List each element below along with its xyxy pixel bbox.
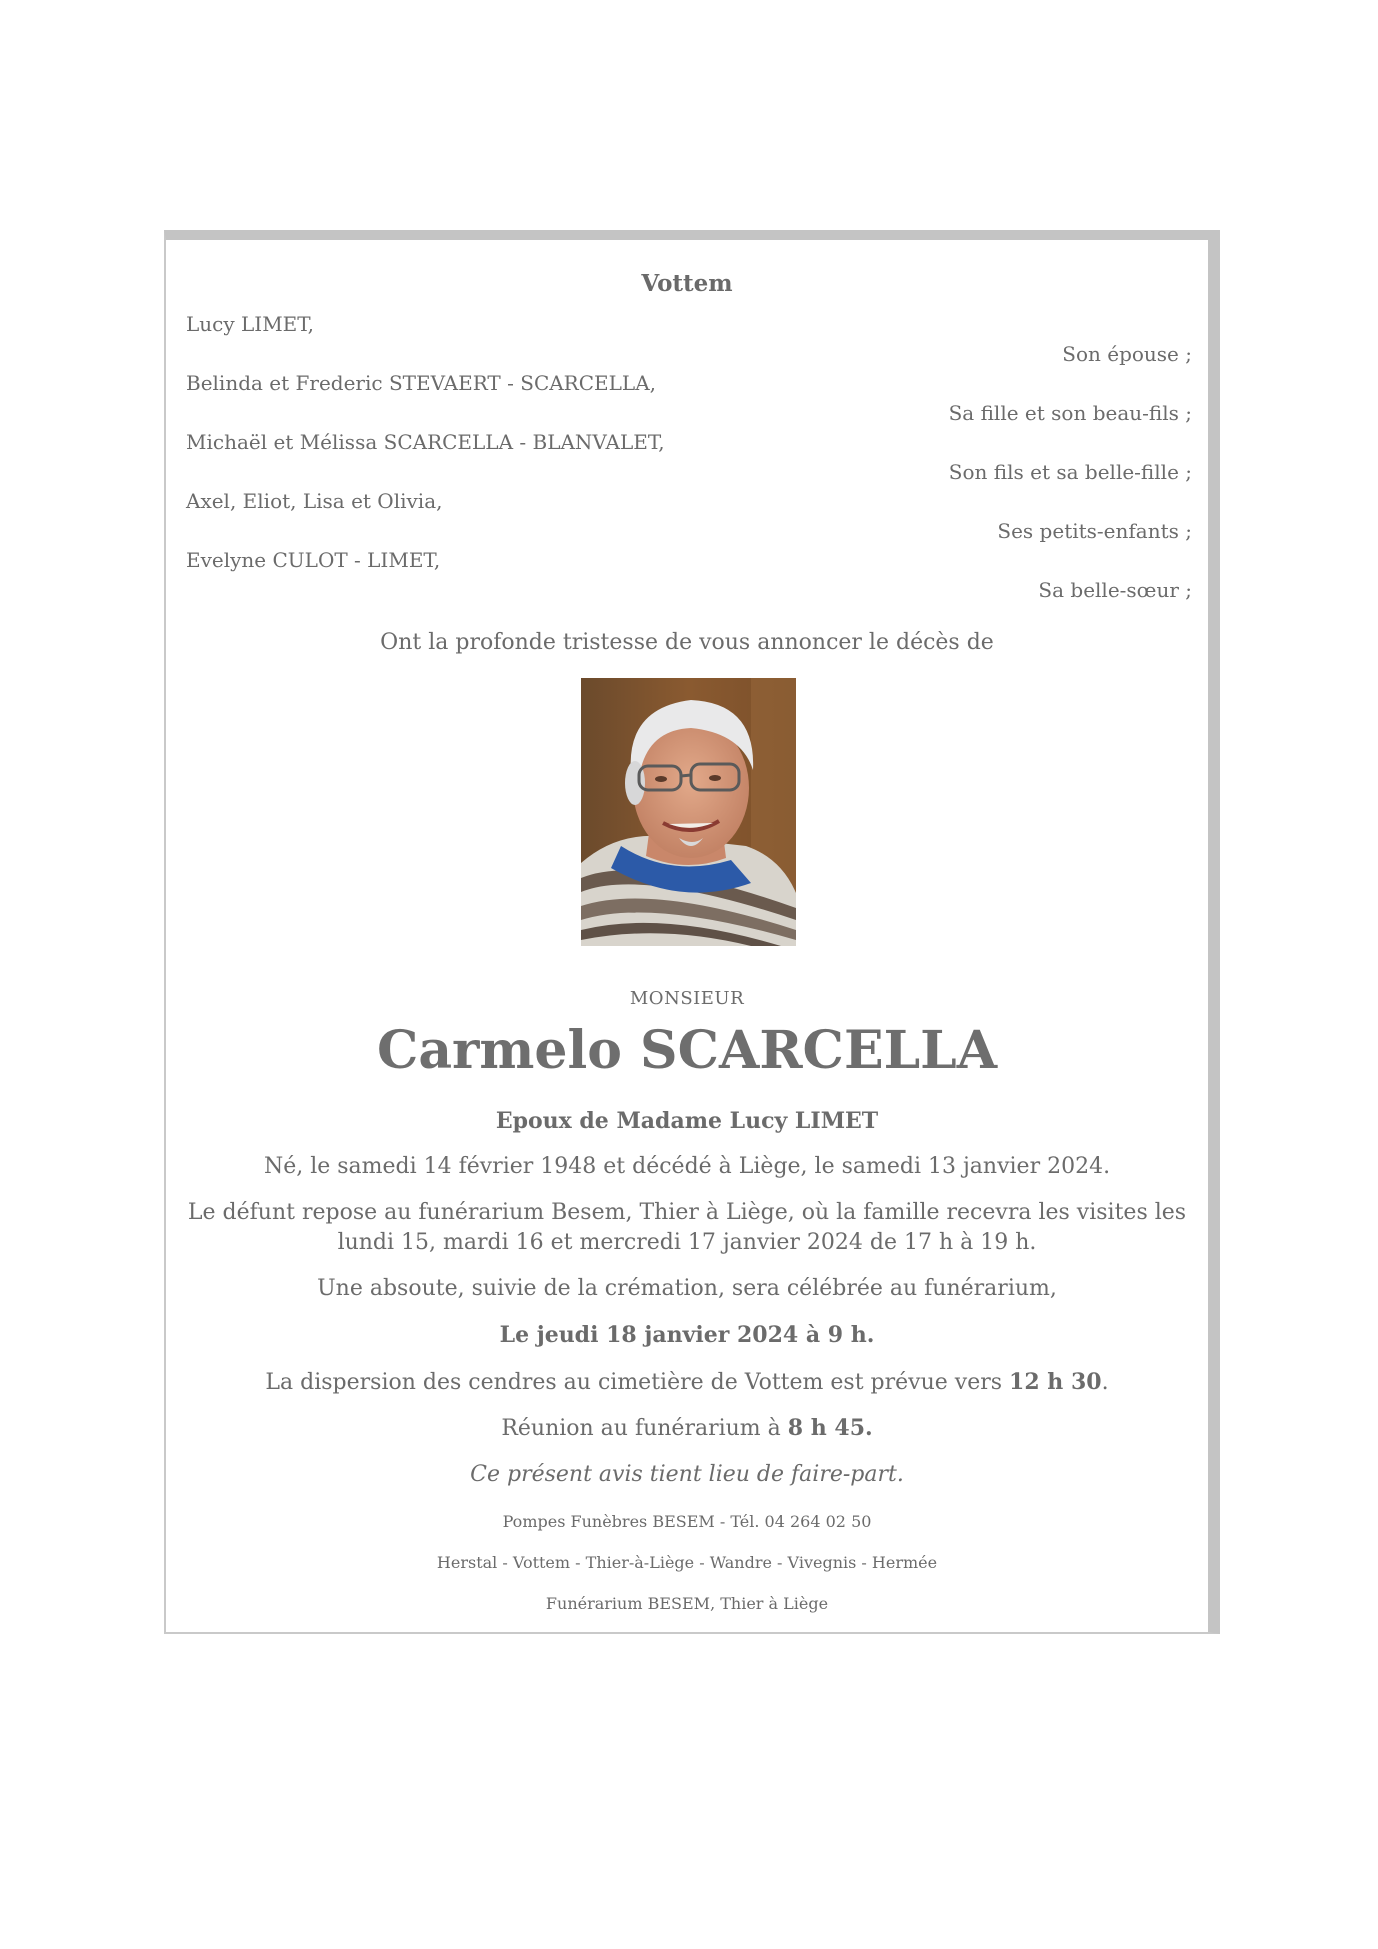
portrait-photo <box>581 678 796 946</box>
ceremony-line: Une absoute, suivie de la crémation, sera célébrée au funérarium, <box>317 1276 1057 1301</box>
visits-paragraph <box>186 1198 1188 1258</box>
meeting-time: 8 h 45. <box>787 1415 873 1441</box>
honorific: MONSIEUR <box>629 988 745 1009</box>
meeting-text: Réunion au funérarium à <box>501 1416 781 1441</box>
birth-death-line: Né, le samedi 14 février 1948 et décédé à Liège, le samedi 13 janvier 2024. <box>263 1154 1111 1179</box>
family-member-relation: Sa fille et son beau-fils ; <box>948 401 1192 425</box>
death-notice <box>164 230 1220 1634</box>
visits-line-2: lundi 15, mardi 16 et mercredi 17 janvier 2024 de 17 h à 19 h. <box>337 1230 1037 1255</box>
family-member-name: Axel, Eliot, Lisa et Olivia, <box>186 489 443 513</box>
dispersion-time: 12 h 30 <box>1009 1369 1102 1395</box>
faire-part-note: Ce présent avis tient lieu de faire-part. <box>470 1462 904 1487</box>
family-member-relation: Sa belle-sœur ; <box>1038 578 1192 602</box>
dispersion-line <box>186 1367 1188 1398</box>
town-heading: Vottem <box>641 270 733 297</box>
footer-line-locations: Herstal - Vottem - Thier-à-Liège - Wandre - Vivegnis - Hermée <box>436 1553 938 1572</box>
visits-line-1: Le défunt repose au funérarium Besem, Thier à Liège, où la famille recevra les visites les <box>187 1200 1187 1225</box>
family-member-name: Belinda et Frederic STEVAERT - SCARCELLA, <box>186 371 657 395</box>
ceremony-date: Le jeudi 18 janvier 2024 à 9 h. <box>499 1322 875 1348</box>
meeting-line <box>186 1413 1188 1444</box>
dispersion-end: . <box>1101 1370 1109 1395</box>
family-member-name: Lucy LIMET, <box>186 312 315 336</box>
announcement-intro: Ont la profonde tristesse de vous annoncer le décès de <box>380 630 994 655</box>
dispersion-text: La dispersion des cendres au cimetière de Vottem est prévue vers <box>265 1370 1003 1395</box>
footer-line-funerarium: Funérarium BESEM, Thier à Liège <box>545 1594 829 1613</box>
deceased-name: Carmelo SCARCELLA <box>376 1020 998 1081</box>
ceremony-date-wrap <box>186 1320 1188 1351</box>
family-member-relation: Ses petits-enfants ; <box>997 519 1192 543</box>
spouse-line: Epoux de Madame Lucy LIMET <box>495 1108 879 1134</box>
family-member-relation: Son épouse ; <box>1062 342 1192 366</box>
family-member-name: Evelyne CULOT - LIMET, <box>186 548 441 572</box>
family-member-name: Michaël et Mélissa SCARCELLA - BLANVALET, <box>186 430 665 454</box>
footer-line-funeral-home: Pompes Funèbres BESEM - Tél. 04 264 02 50 <box>502 1512 872 1531</box>
family-member-relation: Son fils et sa belle-fille ; <box>948 460 1192 484</box>
